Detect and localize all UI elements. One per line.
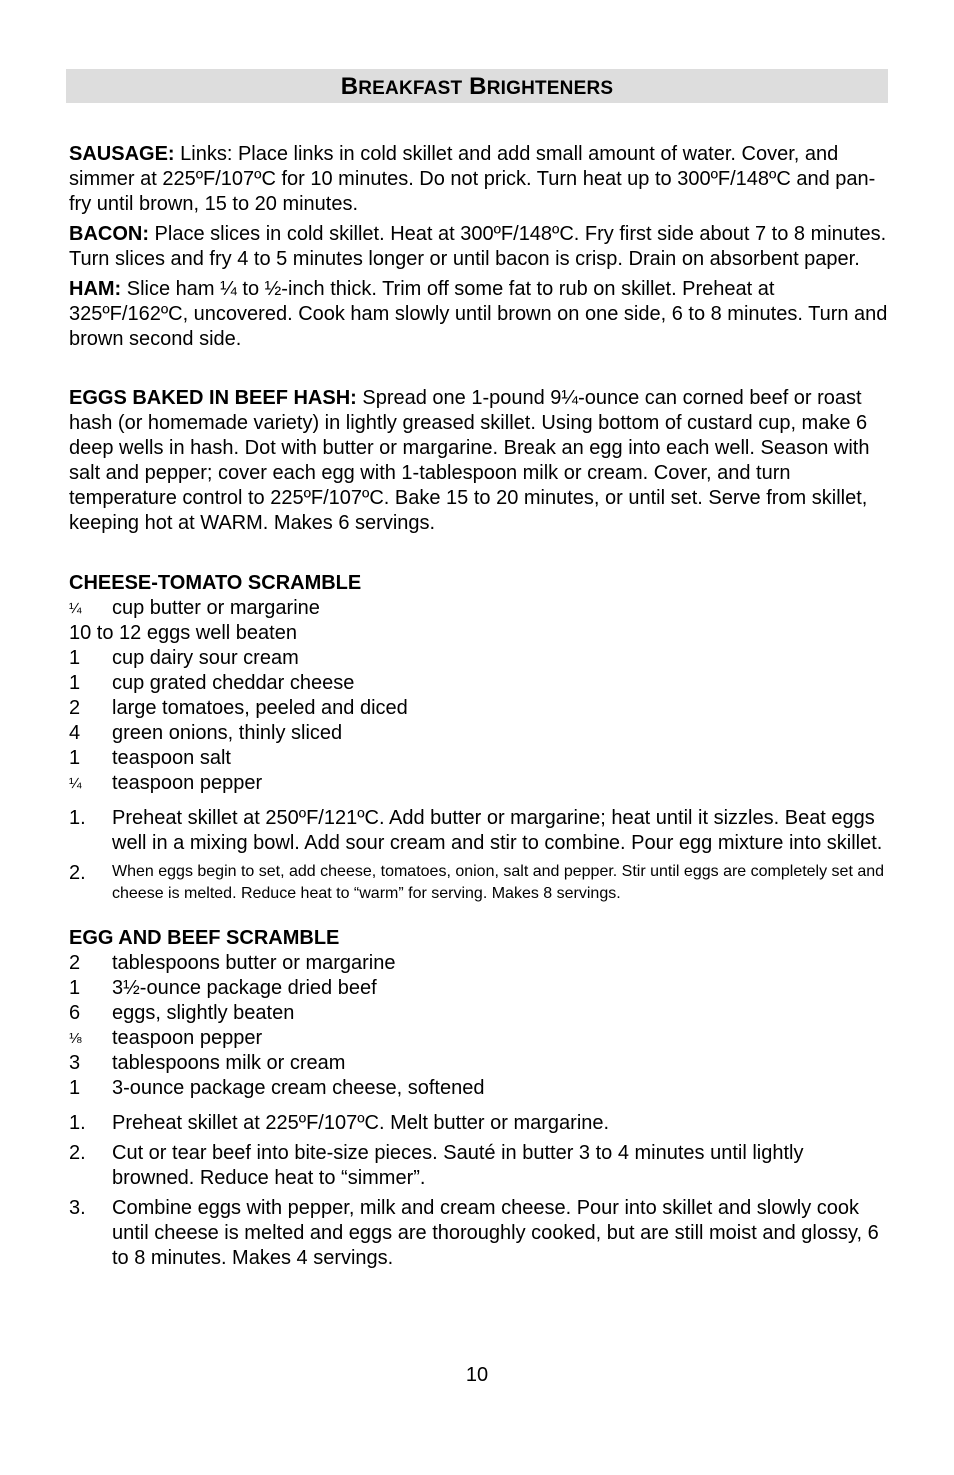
bacon-text: Place slices in cold skillet. Heat at 300ºF/148ºC. Fry first side about 7 to 8 minutes. Turn slices and fry 4 to 5 minutes longer or until bacon is crisp. Drain on absorbent paper. xyxy=(69,223,887,270)
egg-beef-recipe xyxy=(69,926,889,1271)
ingredient-qty: ¼ xyxy=(69,775,82,792)
ingredient-item: teaspoon pepper xyxy=(112,772,263,794)
ingredient-row xyxy=(69,771,889,796)
step-row xyxy=(69,1111,889,1136)
step-text: When eggs begin to set, add cheese, tomatoes, onion, salt and pepper. Stir until eggs are completely set and cheese is melted. Reduce heat to “warm” for serving. Makes 8 servings. xyxy=(112,863,885,902)
recipe-content xyxy=(69,142,889,1276)
ingredient-qty: 1 xyxy=(69,1077,81,1099)
ingredient-qty: 2 xyxy=(69,697,81,719)
ingredient-qty: 1 xyxy=(69,672,81,694)
bacon-paragraph xyxy=(69,222,889,272)
ingredient-row xyxy=(69,1001,889,1026)
ingredient-qty: 6 xyxy=(69,1002,81,1024)
step-row xyxy=(69,861,889,905)
ingredient-qty: 1 xyxy=(69,747,81,769)
step-number: 1. xyxy=(69,1112,86,1134)
ingredient-qty: 2 xyxy=(69,952,81,974)
ingredient-row xyxy=(69,746,889,771)
ingredient-item: cup butter or margarine xyxy=(112,597,320,619)
ingredient-item: tablespoons butter or margarine xyxy=(112,952,396,974)
step-text: Preheat skillet at 225ºF/107ºC. Melt butter or margarine. xyxy=(112,1112,610,1134)
recipe-title: CHEESE-TOMATO SCRAMBLE xyxy=(69,572,362,594)
step-text: Cut or tear beef into bite-size pieces. Sauté in butter 3 to 4 minutes until lightly browned. Reduce heat to “simmer”. xyxy=(112,1142,804,1189)
ingredient-qty: ¼ xyxy=(69,600,82,617)
ingredient-row xyxy=(69,1026,889,1051)
section-title xyxy=(66,69,888,103)
eggs-hash-text: Spread one 1-pound 9¼-ounce can corned beef or roast hash (or homemade variety) in lightly greased skillet. Using bottom of custard cup, make 6 deep wells in hash. Dot with butter or margarine. Break an egg into each well. Season with salt and pepper; cover each egg with 1-tablespoon milk or cream. Cover, and turn temperature control to 225ºF/107ºC. Bake 15 to 20 minutes, or until set. Serve from skillet, keeping hot at WARM. Makes 6 servings. xyxy=(69,387,870,534)
step-number: 3. xyxy=(69,1197,86,1219)
title-rest-2: RIGHTENERS xyxy=(486,78,614,99)
ingredient-item: large tomatoes, peeled and diced xyxy=(112,697,408,719)
ham-paragraph xyxy=(69,277,889,352)
title-initial-2: B xyxy=(469,73,487,100)
ingredient-item: teaspoon salt xyxy=(112,747,231,769)
ingredient-item: teaspoon pepper xyxy=(112,1027,263,1049)
step-number: 2. xyxy=(69,1142,86,1164)
ingredient-row xyxy=(69,1051,889,1076)
ingredient-item: cup dairy sour cream xyxy=(112,647,299,669)
bacon-label: BACON: xyxy=(69,223,149,245)
ingredient-row xyxy=(69,671,889,696)
ingredient-qty: 1 xyxy=(69,647,81,669)
ham-label: HAM: xyxy=(69,278,122,300)
ingredient-item: 3-ounce package cream cheese, softened xyxy=(112,1077,485,1099)
step-row xyxy=(69,1141,889,1191)
sausage-label: SAUSAGE: xyxy=(69,143,175,165)
sausage-paragraph xyxy=(69,142,889,217)
title-initial-1: B xyxy=(340,73,359,100)
ingredient-row xyxy=(69,646,889,671)
ingredient-item: eggs, slightly beaten xyxy=(112,1002,295,1024)
step-row xyxy=(69,806,889,856)
ingredient-row xyxy=(69,976,889,1001)
sausage-text: Links: Place links in cold skillet and add small amount of water. Cover, and simmer at 225ºF/107ºC for 10 minutes. Do not prick. Turn heat up to 300ºF/148ºC and pan-fry until brown, 15 to 20 minutes. xyxy=(69,143,876,215)
step-number: 2. xyxy=(69,862,86,884)
ingredient-item: 3½-ounce package dried beef xyxy=(112,977,377,999)
step-text: Combine eggs with pepper, milk and cream cheese. Pour into skillet and slowly cook until cheese is melted and eggs are thoroughly cooked, but are still moist and glossy, 6 to 8 minutes. Makes 4 servings. xyxy=(112,1197,879,1269)
step-row xyxy=(69,1196,889,1271)
cheese-tomato-recipe xyxy=(69,571,889,905)
ingredient-row xyxy=(69,696,889,721)
title-rest-1: REAKFAST xyxy=(358,78,463,99)
page-number: 10 xyxy=(465,1364,489,1386)
ingredient-item: tablespoons milk or cream xyxy=(112,1052,346,1074)
ingredient-item: 10 to 12 eggs well beaten xyxy=(69,622,297,644)
ingredient-item: green onions, thinly sliced xyxy=(112,722,343,744)
ingredient-qty: 3 xyxy=(69,1052,81,1074)
ham-text: Slice ham ¼ to ½-inch thick. Trim off some fat to rub on skillet. Preheat at 325ºF/162ºC, uncovered. Cook ham slowly until brown on one side, 6 to 8 minutes. Turn and brown second side. xyxy=(69,278,888,350)
ingredient-row xyxy=(69,596,889,621)
ingredient-row xyxy=(69,951,889,976)
ingredient-row xyxy=(69,721,889,746)
ingredient-row xyxy=(69,621,889,646)
eggs-hash-label: EGGS BAKED IN BEEF HASH: xyxy=(69,387,357,409)
recipe-title: EGG AND BEEF SCRAMBLE xyxy=(69,927,340,949)
ingredient-item: cup grated cheddar cheese xyxy=(112,672,355,694)
ingredient-qty: ⅛ xyxy=(69,1030,82,1047)
ingredient-qty: 4 xyxy=(69,722,81,744)
step-text: Preheat skillet at 250ºF/121ºC. Add butter or margarine; heat until it sizzles. Beat eggs well in a mixing bowl. Add sour cream and stir to combine. Pour egg mixture into skillet. xyxy=(112,807,883,854)
eggs-hash-paragraph xyxy=(69,386,889,536)
step-number: 1. xyxy=(69,807,86,829)
ingredient-row xyxy=(69,1076,889,1101)
ingredient-qty: 1 xyxy=(69,977,81,999)
